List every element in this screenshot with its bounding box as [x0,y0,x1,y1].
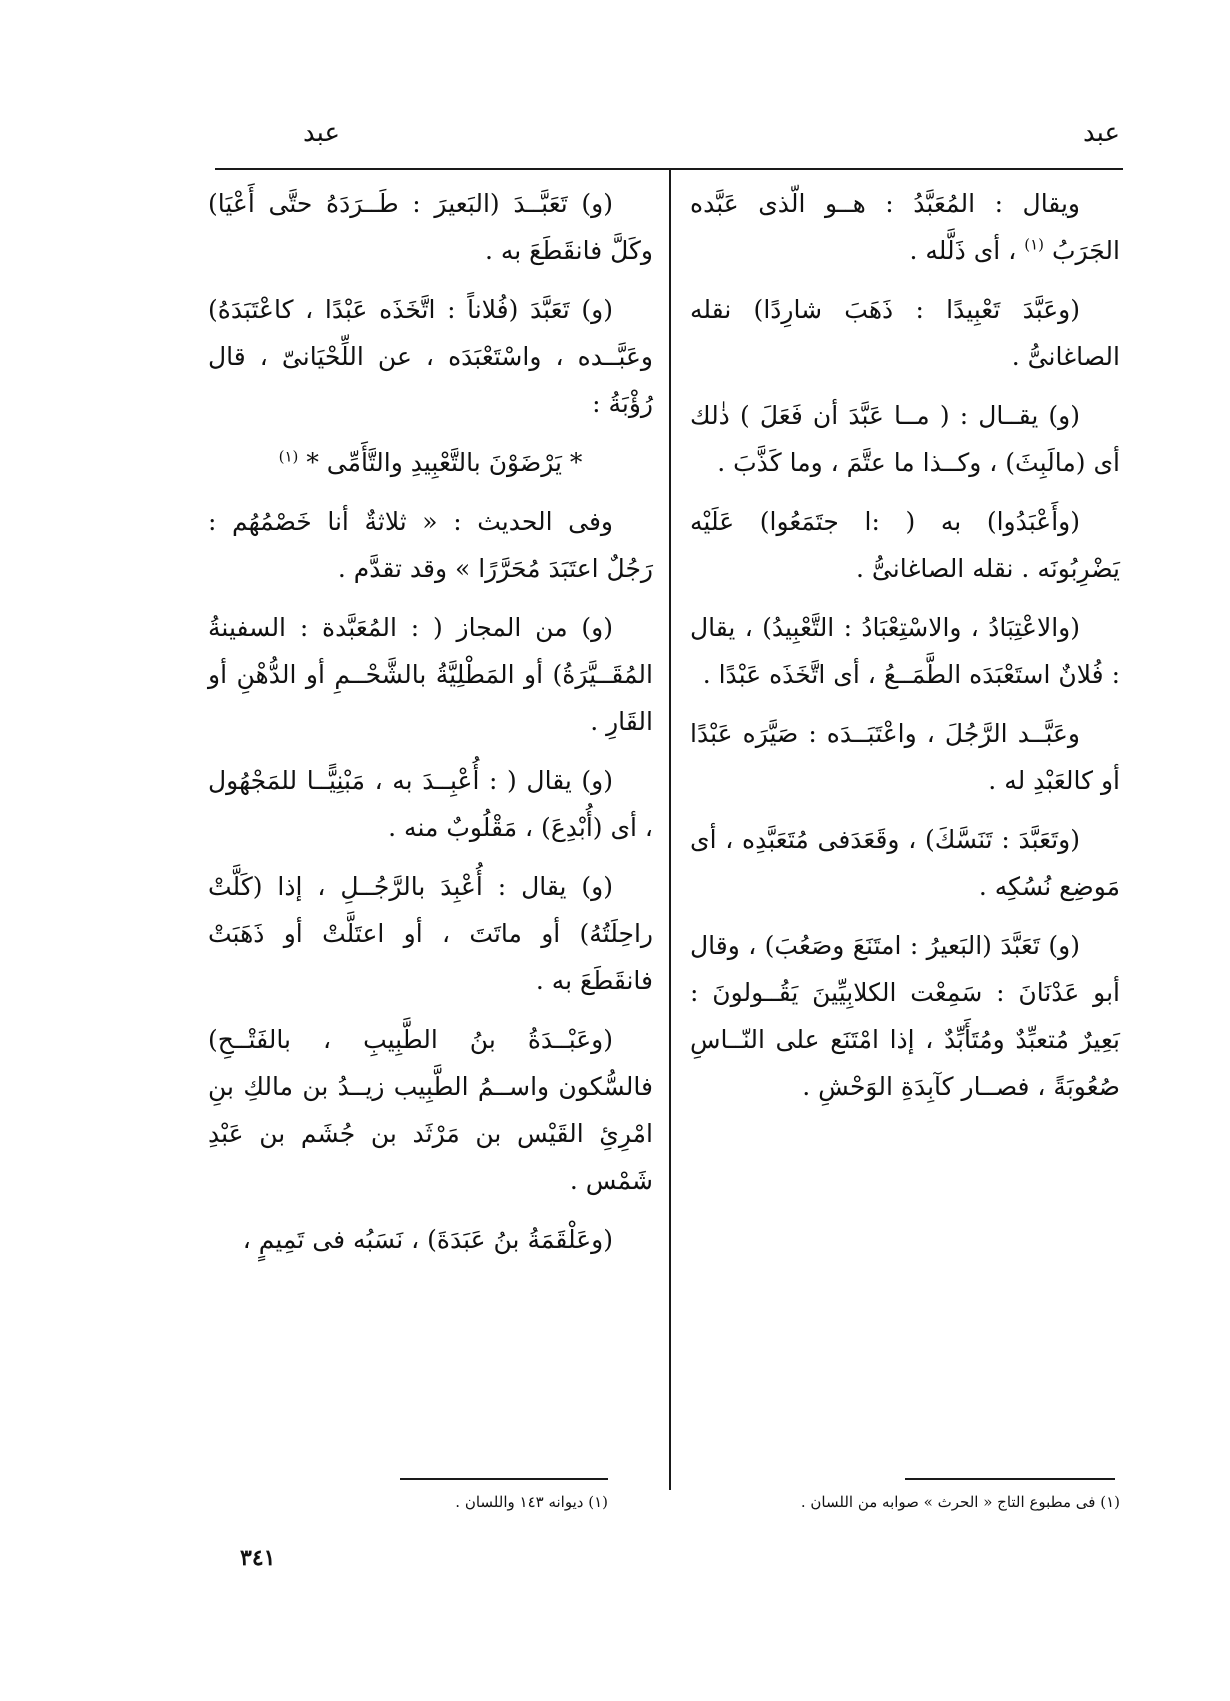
entry-paragraph: وفى الحديث : « ثلاثةٌ أنا خَصْمُهُم : رَجُلٌ اعتَبَدَ مُحَرَّرًا » وقد تقدَّم . [208,507,653,583]
verse-text: * يَرْضَوْنَ بالتَّعْبِيدِ والتَّأَمِّى * [306,448,583,477]
column-divider [669,170,671,1490]
footnote-rule-left [400,1478,608,1480]
footnote-marker: (١) [1024,235,1045,254]
footnote-rule-right [905,1478,1115,1480]
entry-paragraph: (و) يقال : أُعْبِدَ بالرَّجُــلِ ، إذا (كَلَّتْ راحِلَتُهُ) أو ماتَتَ ، أو اعتَلَّتْ أو ذَهَبَتْ فانقَطَعَ به . [208,872,653,995]
entry-paragraph: (وعَلْقَمَةُ بنُ عَبَدَةَ) ، نَسَبُه فى تَمِيمٍ ، [242,1225,613,1254]
entry-paragraph: (و) تَعَبَّدَ (فُلاناً : اتَّخَذَه عَبْدًا ، كاعْتَبَدَهُ) وعَبَّــده ، واسْتَعْبَدَه ، عن اللِّحْيَانىّ ، قال رُؤْبَةُ : [208,295,653,418]
paragraph-text: ويقال : المُعَبَّدُ : هــو الّذى عَبَّده الجَرَبُ [690,189,1120,265]
verse-line [208,439,653,486]
entry-paragraph: (وأَعْبَدُوا) به ( :ا جتَمَعُوا) عَلَيْه يَضْرِبُونَه . نقله الصاغانىُّ . [690,507,1120,583]
entry-paragraph: (وعَبْــدَةُ بنُ الطَّبِيبِ ، بالفَتْــحِ) فالسُّكون واســمُ الطَّبِيب زيــدُ بن مالكِ بنِ امْرِئِ القَيْس بن مَرْثَد بن جُشَم بن عَبْدِ شَمْس . [208,1025,653,1195]
left-column [208,180,653,1275]
entry-paragraph: (و) من المجاز ( : المُعَبَّدة : السفينةُ المُقَــيَّرَةُ) أو المَطْلِيَّةُ بالشَّحْــمِ أو الدُّهْنِ أو القَارِ . [208,613,653,736]
entry-paragraph: (و) تَعَبَّــدَ (البَعيرَ : طَــرَدَهُ حتَّى أَعْيَا) وكَلَّ فانقَطَعَ به . [208,189,653,265]
entry-paragraph: (و) يقــال : ( مــا عَبَّدَ أن فَعَلَ ) ذٰلك أى (مالَبِثَ) ، وكــذا ما عتَّمَ ، وما كَذَّبَ . [690,401,1120,477]
entry-paragraph: (و) تَعَبَّدَ (البَعيرُ : امتَنَعَ وصَعُبَ) ، وقال أبو عَدْنَانَ : سَمِعْت الكلابِيِّينَ يَقُــولونَ : بَعِيرٌ مُتعبِّدٌ ومُتَأَبِّدٌ ، إذا امْتَنَع على النّــاسِ صُعُوبَةً ، فصــار كآبِدَةِ الوَحْشِ . [690,931,1120,1101]
entry-paragraph [690,180,1120,274]
entry-paragraph: (وعَبَّدَ تَعْبِيدًا : ذَهَبَ شارِدًا) نقله الصاغانىُّ . [690,295,1120,371]
entry-paragraph: (و) يقال ( : أُعْبِــدَ به ، مَبْنِيًّــا للمَجْهُول ، أى (أُبْدِعَ) ، مَقْلُوبٌ منه . [208,766,653,842]
right-column [690,180,1120,1122]
entry-paragraph: (والاعْتِبَادُ ، والاسْتِعْبَادُ : التَّعْبِيدُ) ، يقال : فُلانٌ استَعْبَدَه الطَّمَــعُ ، أى اتَّخَذَه عَبْدًا . [690,613,1120,689]
footnote-right: (١) فى مطبوع التاج « الحرث » صوابه من اللسان . [800,1493,1120,1511]
running-head-right: عبد [1082,118,1120,148]
entry-paragraph: (وتَعَبَّدَ : تَنَسَّكَ) ، وقَعَدَفى مُتَعَبَّدِه ، أى مَوضِع نُسُكِه . [690,825,1120,901]
running-head-left: عبد [302,118,340,148]
footnote-left: (١) ديوانه ١٤٣ واللسان . [455,1493,608,1511]
paragraph-text: ، أى ذَلَّله . [909,236,1017,265]
page-number: ٣٤١ [240,1545,276,1571]
entry-paragraph: وعَبَّــد الرَّجُلَ ، واعْتَبَــدَه : صَيَّرَه عَبْدًا أو كالعَبْدِ له . [690,719,1120,795]
footnote-marker: (١) [278,447,299,466]
